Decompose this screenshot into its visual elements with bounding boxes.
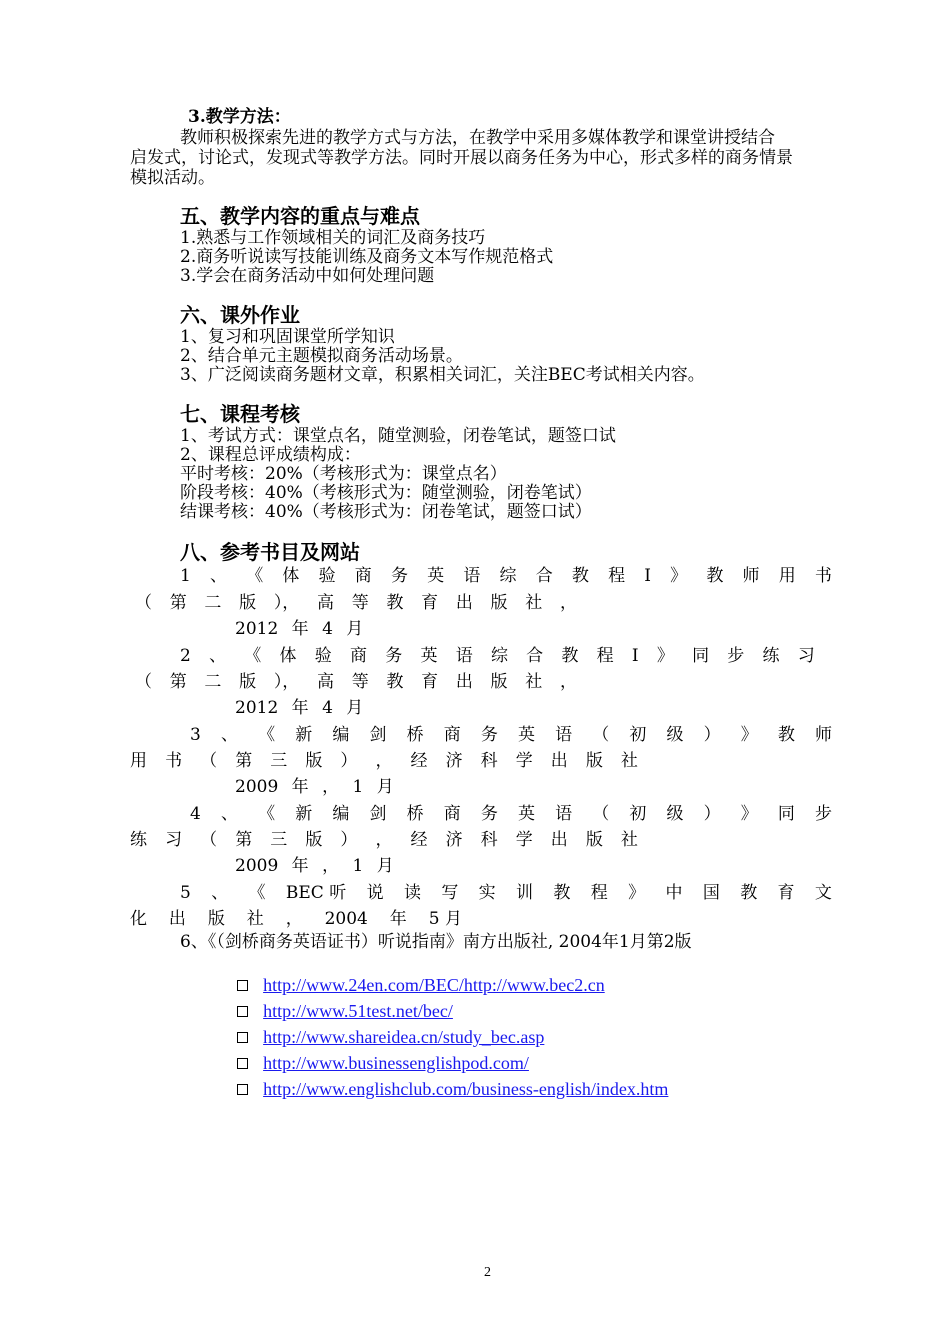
checkbox-square-icon	[237, 1058, 248, 1069]
ref-token: 》	[656, 646, 674, 666]
ref-token: 高	[317, 672, 335, 692]
ref-token: 教	[706, 566, 724, 586]
ref-token: （	[135, 593, 152, 613]
sec5-item-2: 2.商务听说读写技能训练及商务文本写作规范格式	[180, 247, 554, 267]
ref-token: 育	[777, 883, 795, 903]
ref-token: 社	[620, 751, 638, 771]
ref-token: 《	[246, 566, 264, 586]
checkbox-square-icon	[237, 1006, 248, 1017]
ref-token: 商	[443, 804, 461, 824]
checkbox-square-icon	[237, 1084, 248, 1095]
ref-token: （	[592, 725, 610, 745]
method-line-3: 模拟活动。	[130, 168, 215, 188]
ref-token: 版	[207, 909, 225, 929]
website-link[interactable]: http://www.shareidea.cn/study_bec.asp	[263, 1027, 545, 1047]
method-line-1: 教师积极探索先进的教学方式与方法，在教学中采用多媒体教学和课堂讲授结合	[180, 128, 775, 148]
ref-4-line-1	[190, 803, 832, 825]
ref-token: 三	[270, 830, 288, 850]
ref-token: 综	[499, 566, 517, 586]
ref-token: 出	[455, 672, 473, 692]
ref-token: 版	[490, 672, 508, 692]
sec6-item-3: 3、广泛阅读商务题材文章，积累相关词汇，关注BEC考试相关内容。	[180, 365, 705, 385]
ref-token: 版	[239, 672, 257, 692]
ref-token: 务	[480, 804, 498, 824]
sec7-item-4: 阶段考核：40%（考核形式为：随堂测验，闭卷笔试）	[180, 483, 592, 503]
ref-2-date: 2012 年 4 月	[235, 698, 364, 718]
ref-token: 化	[130, 909, 147, 929]
sec5-heading: 五、教学内容的重点与难点	[180, 204, 420, 228]
ref-token: 合	[535, 566, 553, 586]
ref-token: 书	[165, 751, 183, 771]
ref-token: 同	[692, 646, 710, 666]
method-line-2: 启发式，讨论式，发现式等教学方法。同时开展以商务任务为中心，形式多样的商务情景	[130, 148, 793, 168]
ref-token: 社	[246, 909, 264, 929]
ref-token: 桥	[406, 725, 424, 745]
ref-token: 出	[168, 909, 186, 929]
ref-token: 二	[204, 593, 222, 613]
website-link[interactable]: http://www.24en.com/BEC/http://www.bec2.cn	[263, 975, 605, 995]
ref-token: 练	[762, 646, 780, 666]
ref-token: ，	[559, 672, 577, 692]
ref-token: 步	[727, 646, 745, 666]
ref-token: 《	[258, 725, 276, 745]
ref-token: 务	[385, 646, 403, 666]
ref-token: 说	[366, 883, 384, 903]
ref-token: 科	[480, 830, 498, 850]
ref-token: 初	[629, 725, 647, 745]
ref-token: 、	[210, 566, 228, 586]
ref-token: （	[135, 672, 152, 692]
ref-token: （	[200, 751, 218, 771]
ref-token: 、	[211, 883, 229, 903]
ref-token: 《	[248, 883, 266, 903]
ref-1-line-1	[180, 565, 832, 587]
checkbox-square-icon	[237, 1032, 248, 1043]
sec7-heading: 七、课程考核	[180, 402, 300, 426]
ref-token: 等	[351, 672, 369, 692]
ref-token: 级	[666, 725, 684, 745]
ref-token: 综	[490, 646, 508, 666]
ref-token: 年	[389, 909, 407, 929]
ref-token: 程	[608, 566, 626, 586]
ref-token: 编	[332, 725, 350, 745]
ref-token: 版	[239, 593, 257, 613]
ref-token: 语	[455, 646, 473, 666]
sec7-item-1: 1、考试方式：课堂点名，随堂测验，闭卷笔试，题签口试	[180, 426, 616, 446]
ref-token: 第	[169, 593, 187, 613]
ref-token: 务	[480, 725, 498, 745]
ref-token: ）	[703, 725, 721, 745]
ref-token: 文	[814, 883, 832, 903]
ref-token: 二	[204, 672, 222, 692]
sec7-item-5: 结课考核：40%（考核形式为：闭卷笔试，题签口试）	[180, 502, 592, 522]
ref-token: 语	[555, 804, 573, 824]
link-item	[237, 975, 605, 996]
ref-token: 、	[220, 804, 238, 824]
ref-token: 3	[190, 725, 201, 745]
ref-token: 写	[441, 883, 459, 903]
ref-token: ，	[375, 830, 393, 850]
ref-token: 2004	[324, 909, 368, 929]
ref-token: 步	[814, 804, 832, 824]
ref-token: 济	[445, 830, 463, 850]
ref-token: 出	[455, 593, 473, 613]
ref-token: 程	[590, 883, 608, 903]
ref-token: 教	[740, 883, 758, 903]
ref-token: 书	[814, 566, 832, 586]
ref-2-line-1	[180, 645, 815, 667]
sec7-item-2: 2、课程总评成绩构成：	[180, 445, 361, 465]
sec6-heading: 六、课外作业	[180, 303, 300, 327]
ref-token: 版	[585, 751, 603, 771]
ref-token: 用	[778, 566, 796, 586]
ref-token: 2	[180, 646, 191, 666]
ref-token: 》	[670, 566, 688, 586]
ref-token: 高	[317, 593, 335, 613]
ref-token: 验	[318, 566, 336, 586]
ref-token: 4	[190, 804, 201, 824]
ref-token: 同	[777, 804, 795, 824]
ref-token: 务	[390, 566, 408, 586]
ref-1-date: 2012 年 4 月	[235, 619, 364, 639]
sec7-item-3: 平时考核：20%（考核形式为：课堂点名）	[180, 464, 507, 484]
ref-token: 验	[314, 646, 332, 666]
ref-token: ），	[273, 672, 300, 692]
ref-token: （	[592, 804, 610, 824]
ref-3-line-2	[130, 750, 638, 772]
ref-token: 》	[740, 725, 758, 745]
ref-token: 济	[445, 751, 463, 771]
website-link[interactable]: http://www.51test.net/bec/	[263, 1001, 453, 1021]
ref-token: 》	[628, 883, 646, 903]
ref-token: 商	[443, 725, 461, 745]
ref-token: 教	[571, 566, 589, 586]
sec8-heading: 八、参考书目及网站	[180, 540, 360, 564]
ref-token: 商	[350, 646, 367, 666]
ref-1-line-2	[135, 592, 577, 614]
ref-token: 教	[777, 725, 795, 745]
ref-token: 剑	[369, 804, 387, 824]
ref-token: 版	[490, 593, 508, 613]
sec6-item-2: 2、结合单元主题模拟商务活动场景。	[180, 346, 463, 366]
ref-token: 育	[421, 672, 439, 692]
ref-token: 经	[410, 751, 428, 771]
ref-token: 》	[740, 804, 758, 824]
ref-token: ）	[340, 751, 358, 771]
ref-token: 版	[305, 751, 323, 771]
ref-token: 版	[585, 830, 603, 850]
ref-token: 商	[354, 566, 372, 586]
ref-token: I	[644, 566, 651, 586]
ref-token: （	[200, 830, 218, 850]
ref-token: 经	[410, 830, 428, 850]
ref-token: 合	[526, 646, 544, 666]
ref-token: 育	[421, 593, 439, 613]
ref-6: 6、《（剑桥商务英语证书）听说指南》南方出版社, 2004年1月第2版	[180, 932, 692, 952]
ref-token: 读	[403, 883, 421, 903]
ref-token: 体	[282, 566, 300, 586]
ref-token: 英	[517, 725, 535, 745]
ref-token: I	[631, 646, 639, 666]
ref-token: 体	[279, 646, 297, 666]
ref-5-line-1	[180, 882, 832, 904]
ref-token: 程	[596, 646, 614, 666]
ref-token: 用	[130, 751, 147, 771]
ref-token: 练	[130, 830, 147, 850]
ref-3-date: 2009 年 ， 1 月	[235, 777, 394, 797]
link-item	[237, 1079, 668, 1100]
website-link[interactable]: http://www.businessenglishpod.com/	[263, 1053, 529, 1073]
ref-token: 习	[797, 646, 815, 666]
ref-token: 英	[427, 566, 445, 586]
ref-token: 师	[742, 566, 760, 586]
ref-token: 英	[420, 646, 438, 666]
checkbox-square-icon	[237, 980, 248, 991]
ref-token: 三	[270, 751, 288, 771]
ref-token: 第	[235, 830, 253, 850]
ref-token: ）	[340, 830, 358, 850]
ref-token: BEC 听	[285, 883, 347, 903]
method-heading: 3.教学方法：	[188, 107, 291, 127]
sec5-item-1: 1.熟悉与工作领域相关的词汇及商务技巧	[180, 228, 486, 248]
ref-token: 新	[295, 725, 313, 745]
ref-token: 学	[515, 830, 533, 850]
website-link[interactable]: http://www.englishclub.com/business-english/index.htm	[263, 1079, 669, 1099]
ref-token: ，	[375, 751, 393, 771]
ref-4-line-2	[130, 829, 638, 851]
ref-token: 5 月	[428, 909, 462, 929]
ref-5-line-2	[130, 908, 462, 930]
sec5-item-3: 3.学会在商务活动中如何处理问题	[180, 266, 435, 286]
ref-token: 新	[295, 804, 313, 824]
page-number: 2	[484, 1265, 491, 1280]
ref-4-date: 2009 年 ， 1 月	[235, 856, 394, 876]
ref-token: 语	[463, 566, 481, 586]
ref-token: 训	[516, 883, 534, 903]
ref-token: 科	[480, 751, 498, 771]
ref-token: 实	[478, 883, 496, 903]
ref-2-line-2	[135, 671, 577, 693]
ref-token: 教	[386, 672, 404, 692]
ref-token: 出	[550, 830, 568, 850]
ref-token: 中	[665, 883, 683, 903]
ref-token: 学	[515, 751, 533, 771]
link-item	[237, 1001, 453, 1022]
ref-token: ，	[285, 909, 303, 929]
link-item	[237, 1027, 544, 1048]
ref-token: 英	[517, 804, 535, 824]
ref-token: 第	[169, 672, 187, 692]
ref-token: 国	[702, 883, 720, 903]
ref-token: ）	[703, 804, 721, 824]
ref-token: 社	[525, 672, 543, 692]
ref-token: 5	[180, 883, 191, 903]
ref-token: 语	[555, 725, 573, 745]
ref-token: 出	[550, 751, 568, 771]
ref-token: 第	[235, 751, 253, 771]
ref-token: 《	[244, 646, 262, 666]
ref-token: ，	[559, 593, 577, 613]
ref-token: 级	[666, 804, 684, 824]
ref-token: 教	[561, 646, 579, 666]
ref-token: 、	[209, 646, 227, 666]
ref-token: 1	[180, 566, 191, 586]
ref-token: 等	[351, 593, 369, 613]
ref-token: 初	[629, 804, 647, 824]
ref-token: 编	[332, 804, 350, 824]
ref-token: 教	[553, 883, 571, 903]
sec6-item-1: 1、复习和巩固课堂所学知识	[180, 327, 395, 347]
ref-token: 剑	[369, 725, 387, 745]
ref-token: 版	[305, 830, 323, 850]
ref-token: 教	[386, 593, 404, 613]
ref-token: 习	[165, 830, 183, 850]
link-item	[237, 1053, 529, 1074]
ref-3-line-1	[190, 724, 832, 746]
ref-token: 、	[220, 725, 238, 745]
ref-token: 师	[814, 725, 832, 745]
ref-token: ），	[273, 593, 300, 613]
ref-token: 社	[620, 830, 638, 850]
ref-token: 《	[258, 804, 276, 824]
ref-token: 桥	[406, 804, 424, 824]
ref-token: 社	[525, 593, 543, 613]
